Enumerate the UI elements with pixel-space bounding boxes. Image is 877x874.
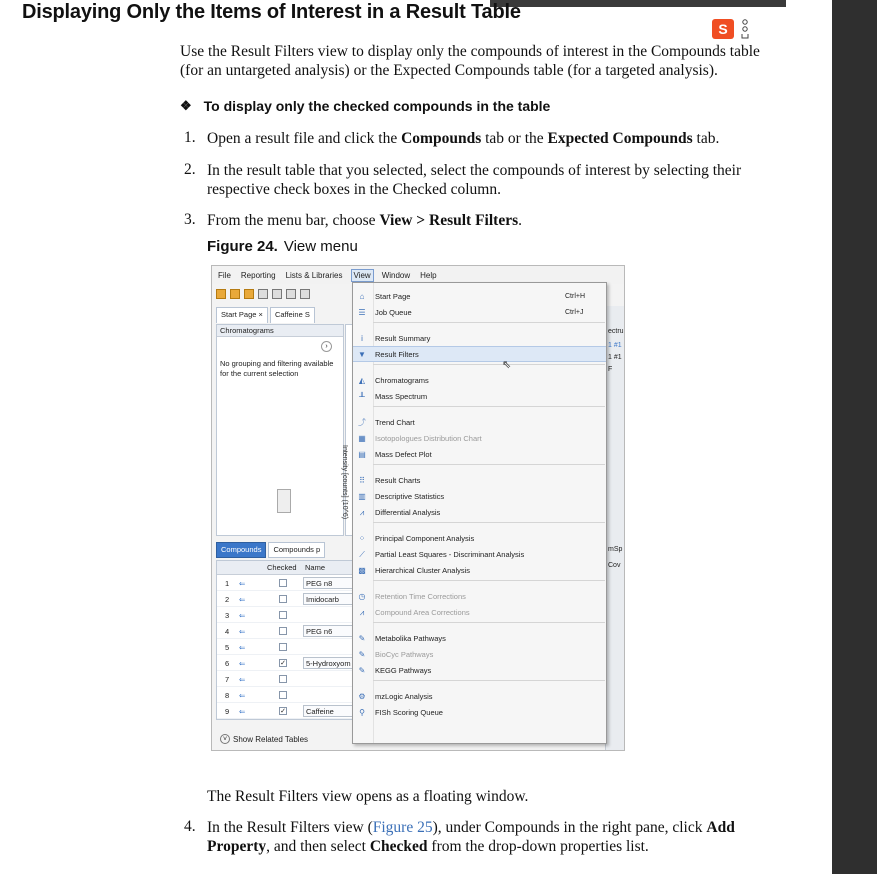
menu-item-job-queue[interactable]: ☰ Job Queue Ctrl+J — [358, 307, 584, 317]
right-pane-edge — [605, 306, 625, 751]
compound-name: PEG n6 — [306, 627, 333, 636]
menu-item-compound-area-corrections[interactable]: ⩘ Compound Area Corrections — [353, 604, 606, 620]
show-related-tables-button[interactable] — [220, 734, 308, 744]
menu-file[interactable]: File — [218, 270, 231, 280]
name-cell — [303, 657, 355, 669]
checked-checkbox[interactable] — [279, 675, 287, 683]
menu-item-trend-chart[interactable]: ⤴ Trend Chart — [358, 417, 415, 427]
view-dropdown-menu — [352, 282, 607, 744]
tab-compounds-per-file[interactable]: Compounds p — [268, 542, 325, 558]
menu-item-retention-time-corrections[interactable]: ◷ Retention Time Corrections — [358, 591, 466, 601]
compounds-table — [216, 560, 354, 720]
checked-checkbox[interactable] — [279, 627, 287, 635]
menu-item-result-filters[interactable]: ▼ Result Filters — [353, 346, 606, 362]
floating-toolbar-edge — [490, 0, 786, 7]
name-cell — [303, 593, 355, 605]
biocyc-icon: ✎ — [358, 649, 366, 659]
checked-checkbox[interactable] — [279, 643, 287, 651]
expand-icon[interactable]: › — [321, 341, 332, 352]
intro-paragraph: Use the Result Filters view to display only the compounds of interest in the Compounds table (for an untargeted analysis) or the Expected Compounds table (for a targeted analysis). — [180, 43, 760, 79]
table-row[interactable] — [217, 639, 353, 655]
stats-icon: ▥ — [358, 491, 366, 501]
procedure-title: To display only the checked compounds in the table — [203, 98, 551, 114]
no-grouping-message: No grouping and filtering available for the current selection — [220, 359, 334, 378]
menu-item-mass-spectrum[interactable]: ╨ Mass Spectrum — [353, 388, 606, 404]
menu-separator — [373, 464, 605, 465]
row-flag-icon: ⇐ — [239, 691, 246, 700]
filter-icon: ▼ — [358, 349, 366, 359]
procedure-bullet-icon: ❖ — [180, 98, 192, 113]
menu-item-biocyc-pathways[interactable]: ✎ BioCyc Pathways — [358, 649, 434, 659]
result-table-tabs — [216, 542, 325, 558]
row-number: 4 — [225, 627, 230, 636]
table-row[interactable] — [217, 655, 353, 671]
menu-item-differential-analysis[interactable]: ⩘ Differential Analysis — [353, 504, 606, 520]
checked-checkbox[interactable]: ✓ — [280, 708, 286, 715]
trend-icon: ⤴ — [358, 417, 366, 427]
row-flag-icon: ⇐ — [239, 627, 246, 636]
addon-badge-icon[interactable]: S — [712, 19, 734, 39]
edge-fragment: ectru — [608, 328, 624, 335]
row-number: 8 — [225, 691, 230, 700]
row-flag-icon: ⇐ — [239, 643, 246, 652]
close-icon[interactable]: × — [258, 310, 263, 319]
chromatograms-panel — [216, 324, 344, 536]
menu-separator — [373, 580, 605, 581]
checked-checkbox[interactable] — [279, 611, 287, 619]
kegg-icon: ✎ — [358, 665, 366, 675]
step-number: 1. — [184, 129, 196, 146]
queue-icon: ☰ — [358, 307, 366, 317]
intensity-axis-label: Intensity [counts] (10^6) — [341, 445, 348, 520]
menu-item-fish-scoring-queue[interactable]: ⚲ FISh Scoring Queue — [353, 704, 606, 720]
document-tabs — [216, 307, 315, 323]
step-4-text: In the Result Filters view (Figure 25), under Compounds in the right pane, click Add Property, and then select Checked from the drop-down properties list. — [207, 819, 735, 855]
queue-icon[interactable] — [300, 289, 310, 299]
tab-compounds[interactable]: Compounds — [216, 542, 266, 558]
compound-name: Imidocarb — [306, 595, 339, 604]
mouse-cursor-icon: ⇖ — [502, 359, 512, 371]
spectrum-icon: ╨ — [359, 391, 365, 401]
checked-checkbox[interactable] — [279, 595, 287, 603]
fish-icon: ⚲ — [359, 707, 365, 717]
menu-separator — [373, 322, 605, 323]
placeholder-icon — [277, 489, 291, 513]
table-row[interactable] — [217, 703, 353, 719]
step-number: 4. — [184, 818, 196, 835]
step-number: 2. — [184, 161, 196, 178]
result-sentence: The Result Filters view opens as a floating window. — [207, 788, 529, 805]
viewer-side-bar — [832, 0, 877, 874]
step-1-text: Open a result file and click the Compounds tab or the Expected Compounds tab. — [207, 130, 720, 147]
menu-separator — [373, 406, 605, 407]
row-number: 1 — [225, 579, 230, 588]
more-options-icon[interactable] — [741, 18, 749, 40]
menu-item-result-charts[interactable]: ⠿ Result Charts — [353, 472, 606, 488]
edge-fragment: F — [608, 366, 613, 373]
edge-fragment: 1 #1 — [608, 354, 622, 361]
compound-name: 5-Hydroxyom — [306, 659, 351, 668]
menu-view[interactable]: View — [351, 269, 374, 282]
info-icon: i — [361, 333, 363, 343]
pathway-icon: ✎ — [358, 633, 366, 643]
table-row[interactable] — [217, 687, 353, 703]
row-number: 2 — [225, 595, 230, 604]
name-cell — [303, 577, 355, 589]
menu-lists-libraries[interactable]: Lists & Libraries — [285, 270, 343, 280]
rt-icon: ◷ — [358, 591, 366, 601]
area-icon: ⩘ — [359, 607, 365, 617]
menu-item-mass-defect-plot[interactable]: ▤ Mass Defect Plot — [358, 449, 432, 459]
compound-name: Caffeine — [306, 707, 334, 716]
name-cell — [303, 705, 355, 717]
row-number: 6 — [225, 659, 230, 668]
cluster-icon: ▩ — [358, 565, 366, 575]
show-related-label: Show Related Tables — [233, 734, 309, 744]
home-icon: ⌂ — [359, 291, 365, 301]
edge-fragment: 1 #1 — [608, 342, 622, 349]
table-header — [217, 561, 353, 575]
row-flag-icon: ⇐ — [239, 595, 246, 604]
step-2-text: In the result table that you selected, select the compounds of interest by selecting their respective check boxes in the Checked column. — [207, 162, 742, 198]
row-flag-icon: ⇐ — [239, 707, 246, 716]
checked-column-header[interactable]: Checked — [267, 563, 297, 572]
pls-icon: ⟋ — [359, 549, 365, 559]
menu-separator — [373, 680, 605, 681]
row-number: 5 — [225, 643, 230, 652]
row-flag-icon: ⇐ — [239, 659, 246, 668]
procedure-heading — [180, 98, 550, 114]
name-cell — [303, 625, 355, 637]
row-number: 7 — [225, 675, 230, 684]
menu-item-mzlogic-analysis[interactable]: ⚙ mzLogic Analysis — [358, 691, 433, 701]
app-toolbar — [212, 284, 357, 304]
figure-caption: Figure 24. View menu — [207, 238, 358, 255]
menu-separator — [373, 364, 605, 365]
table-row[interactable] — [217, 623, 353, 639]
menu-item-metabolika-pathways[interactable]: ✎ Metabolika Pathways — [358, 633, 446, 643]
page-title: Displaying Only the Items of Interest in a Result Table — [22, 1, 521, 23]
row-flag-icon: ⇐ — [239, 611, 246, 620]
figure-25-link[interactable]: Figure 25 — [372, 819, 433, 836]
checked-checkbox[interactable] — [279, 579, 287, 587]
chevron-down-icon: ˅ — [220, 734, 230, 744]
menu-help[interactable]: Help — [420, 270, 437, 280]
row-number: 9 — [225, 707, 230, 716]
isotope-icon: ▦ — [358, 433, 366, 443]
step-number: 3. — [184, 211, 196, 228]
menu-separator — [373, 522, 605, 523]
row-flag-icon: ⇐ — [239, 675, 246, 684]
print-icon[interactable] — [272, 289, 282, 299]
edge-fragment: mSp — [608, 546, 623, 553]
view-menu-screenshot — [211, 265, 625, 751]
table-row[interactable] — [217, 607, 353, 623]
menu-item-chromatograms[interactable]: ◭ Chromatograms — [358, 375, 429, 385]
menu-item-start-page[interactable]: ⌂ Start Page Ctrl+H — [353, 288, 606, 304]
menu-item-partial-least-squares-discriminant-analysis[interactable]: ⟋ Partial Least Squares - Discriminant Analysis — [353, 546, 606, 562]
row-number: 3 — [225, 611, 230, 620]
save-icon[interactable] — [258, 289, 268, 299]
menu-item-result-summary[interactable]: i Result Summary — [353, 330, 606, 346]
menu-item-isotopologues-distribution-chart[interactable]: ▦ Isotopologues Distribution Chart — [358, 433, 482, 443]
result-chart-icon: ⠿ — [359, 475, 365, 485]
mzlogic-icon: ⚙ — [358, 691, 366, 701]
open-icon[interactable] — [216, 289, 226, 299]
chromatograms-header: Chromatograms — [217, 325, 343, 337]
menu-item-descriptive-statistics[interactable]: ▥ Descriptive Statistics — [358, 491, 445, 501]
table-row[interactable] — [217, 671, 353, 687]
compound-name: PEG n8 — [306, 579, 333, 588]
study-icon[interactable] — [230, 289, 240, 299]
mass-defect-icon: ▤ — [358, 449, 366, 459]
menu-reporting[interactable]: Reporting — [240, 270, 276, 280]
menu-item-principal-component-analysis[interactable]: ⁘ Principal Component Analysis — [358, 533, 475, 543]
checked-checkbox[interactable]: ✓ — [280, 660, 286, 667]
name-column-header[interactable]: Name — [305, 563, 326, 572]
table-row[interactable] — [217, 575, 353, 591]
menu-item-kegg-pathways[interactable]: ✎ KEGG Pathways — [358, 665, 432, 675]
diff-icon: ⩘ — [359, 507, 365, 517]
menu-item-hierarchical-cluster-analysis[interactable]: ▩ Hierarchical Cluster Analysis — [358, 565, 471, 575]
tab-caffeine[interactable]: Caffeine S — [270, 307, 315, 323]
edge-fragment: Cov — [608, 562, 621, 569]
chromatogram-icon: ◭ — [358, 375, 366, 385]
table-row[interactable] — [217, 591, 353, 607]
menu-window[interactable]: Window — [381, 270, 411, 280]
row-flag-icon: ⇐ — [239, 579, 246, 588]
menu-separator — [373, 622, 605, 623]
pca-icon: ⁘ — [358, 533, 366, 543]
step-3-text: From the menu bar, choose View > Result Filters. — [207, 212, 522, 229]
home-icon[interactable] — [286, 289, 296, 299]
folder-icon[interactable] — [244, 289, 254, 299]
tab-start-page[interactable]: Start Page × — [216, 307, 268, 323]
checked-checkbox[interactable] — [279, 691, 287, 699]
